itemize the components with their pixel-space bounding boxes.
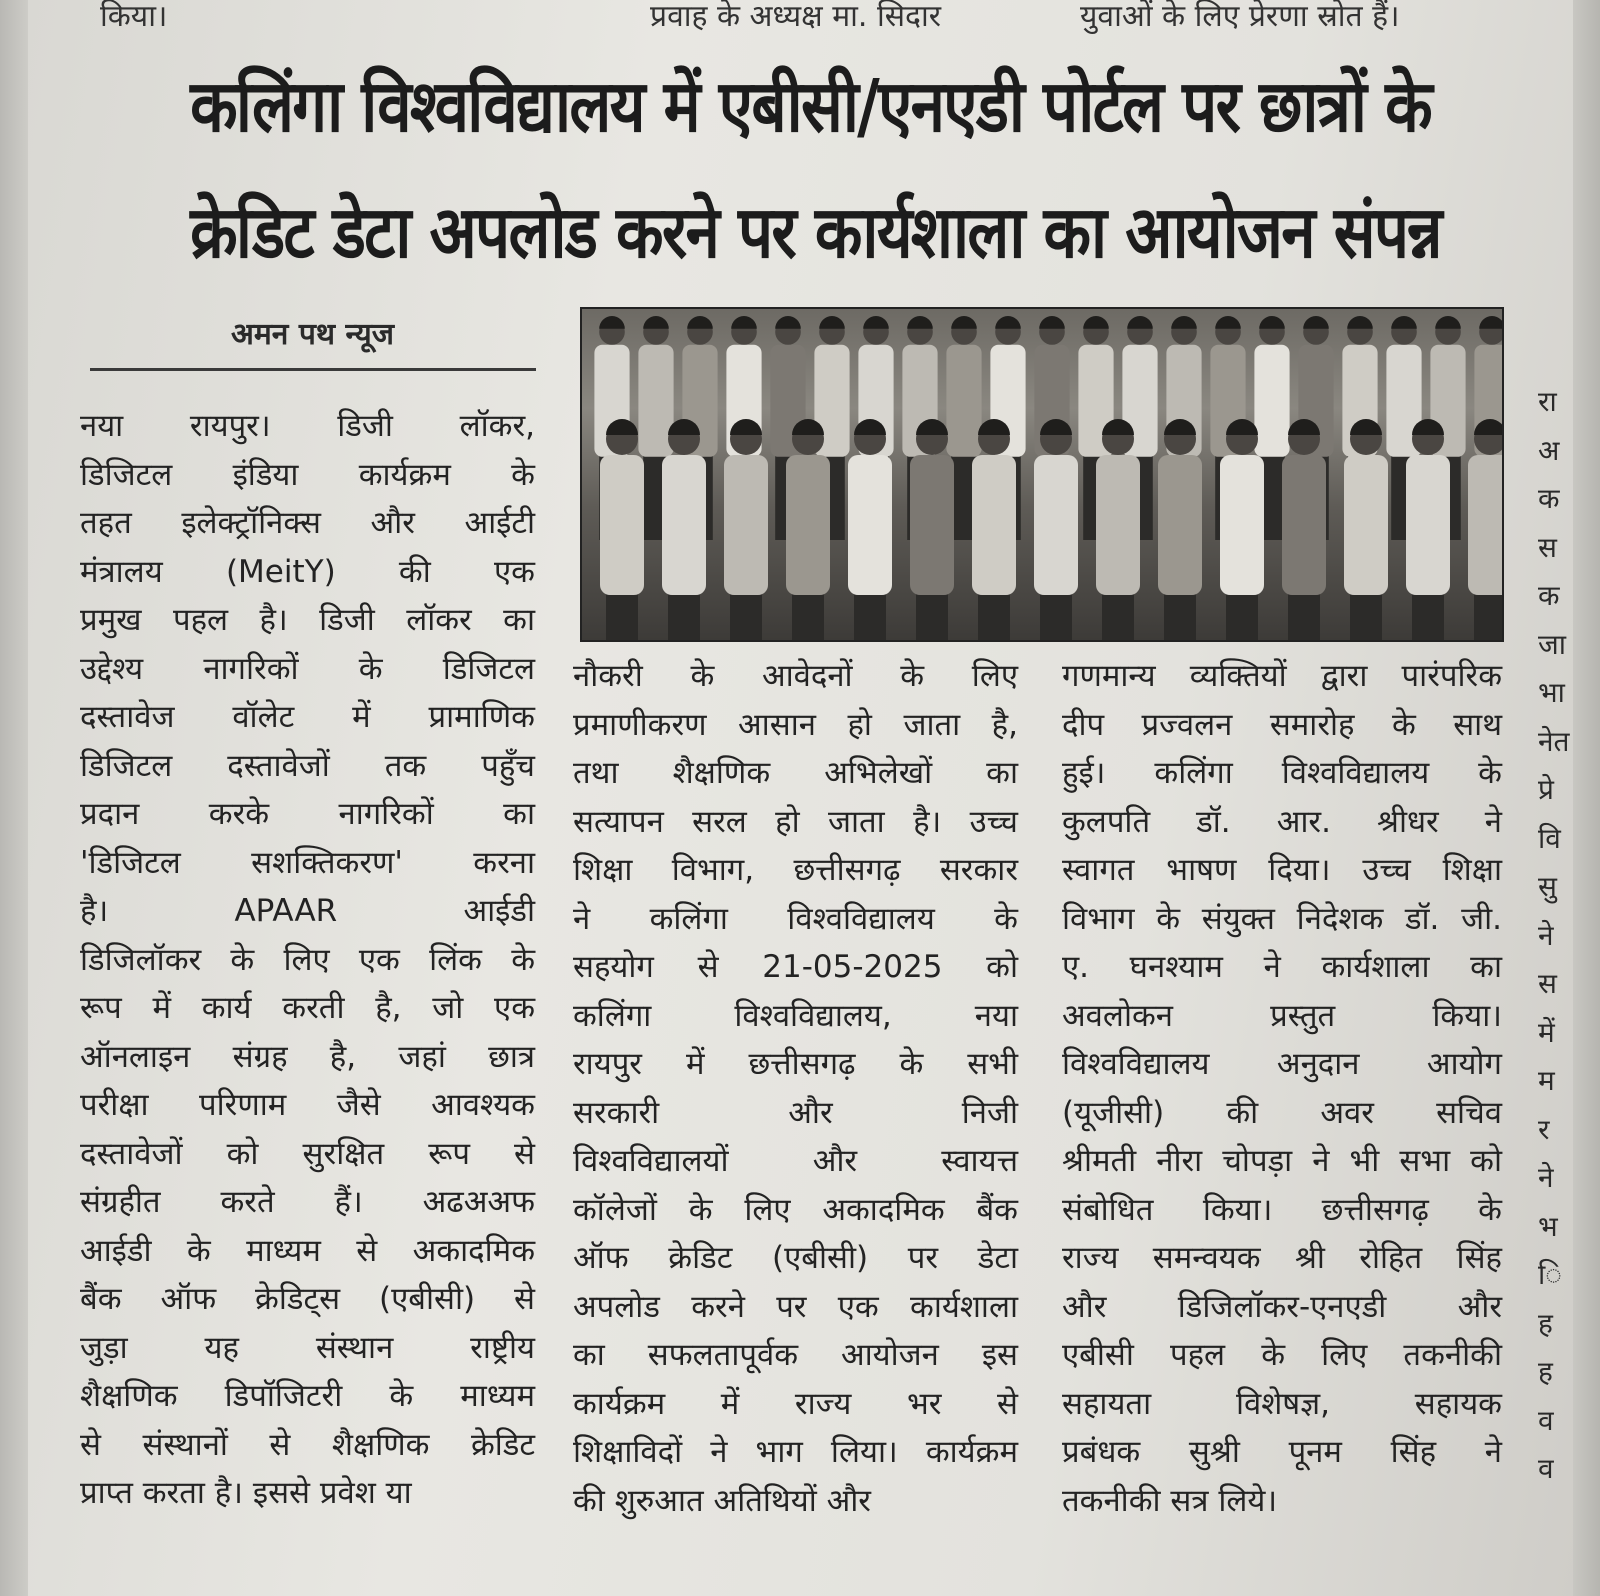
fragment-line: भा: [1538, 676, 1565, 709]
fragment-line: प्रे: [1538, 773, 1554, 806]
article-line: आईडी के माध्यम से अकादमिक: [80, 1232, 535, 1269]
article-line: 'डिजिटल सशक्तिकरण' करना: [80, 844, 535, 881]
article-line: अवलोकन प्रस्तुत किया।: [1062, 997, 1502, 1034]
article-column-3: [1062, 652, 1502, 1525]
fragment-line: म: [1538, 1064, 1555, 1097]
top-strip-left: किया।: [100, 0, 168, 34]
article-line: (यूजीसी) की अवर सचिव: [1062, 1094, 1502, 1131]
article-line: अपलोड करने पर एक कार्यशाला: [573, 1288, 1018, 1325]
article-line: शैक्षणिक डिपॉजिटरी के माध्यम: [80, 1378, 535, 1414]
fragment-line: वि: [1538, 821, 1561, 855]
article-line: डिजिटल इंडिया कार्यक्रम के: [80, 456, 535, 493]
article-line: श्रीमती नीरा चोपड़ा ने भी सभा को: [1062, 1143, 1502, 1179]
article-line: प्राप्त करता है। इससे प्रवेश या: [80, 1475, 412, 1511]
article-column-2: [573, 652, 1018, 1525]
article-line: कार्यक्रम में राज्य भर से: [573, 1385, 1018, 1422]
fragment-line: ह: [1538, 1355, 1553, 1388]
article-line: विश्वविद्यालयों और स्वायत्त: [573, 1143, 1018, 1179]
group-photo-drawing: [582, 309, 1504, 642]
group-photo: [580, 307, 1504, 642]
article-line: सहयोग से 21-05-2025 को: [573, 949, 1018, 985]
article-line: शिक्षा विभाग, छत्तीसगढ़ सरकार: [573, 852, 1018, 888]
fragment-line: सु: [1538, 870, 1557, 903]
fragment-line: क: [1538, 482, 1560, 515]
fragment-line: र: [1538, 1112, 1550, 1146]
article-line: डिजिटल दस्तावेजों तक पहुँच: [80, 747, 535, 784]
article-line: ऑफ क्रेडिट (एबीसी) पर डेटा: [573, 1240, 1018, 1276]
article-line: बैंक ऑफ क्रेडिट्स (एबीसी) से: [80, 1281, 535, 1317]
article-line: विभाग के संयुक्त निदेशक डॉ. जी.: [1062, 900, 1502, 937]
article-line: का सफलतापूर्वक आयोजन इस: [573, 1337, 1018, 1373]
top-strip-middle: प्रवाह के अध्यक्ष मा. सिदार: [650, 0, 942, 34]
article-line: सत्यापन सरल हो जाता है। उच्च: [573, 803, 1018, 840]
article-line: एबीसी पहल के लिए तकनीकी: [1062, 1337, 1502, 1373]
article-line: तथा शैक्षणिक अभिलेखों का: [573, 755, 1018, 791]
top-strip-right: युवाओं के लिए प्रेरणा स्रोत हैं।: [1080, 0, 1400, 34]
article-line: कुलपति डॉ. आर. श्रीधर ने: [1062, 803, 1502, 840]
article-line: से संस्थानों से शैक्षणिक क्रेडिट: [80, 1426, 535, 1463]
article-line: जुड़ा यह संस्थान राष्ट्रीय: [80, 1329, 535, 1366]
article-line: की शुरुआत अतिथियों और: [573, 1482, 871, 1519]
fragment-line: ह: [1538, 1306, 1553, 1340]
fragment-line: स: [1538, 530, 1557, 564]
article-line: विश्वविद्यालय अनुदान आयोग: [1062, 1046, 1502, 1082]
article-line: डिजिलॉकर के लिए एक लिंक के: [80, 941, 535, 978]
article-line: ए. घनश्याम ने कार्यशाला का: [1062, 949, 1502, 985]
article-line: परीक्षा परिणाम जैसे आवश्यक: [80, 1087, 535, 1123]
adjacent-column-fragment: [1538, 378, 1578, 1494]
article-line: और डिजिलॉकर-एनएडी और: [1062, 1288, 1502, 1325]
article-line: नया रायपुर। डिजी लॉकर,: [80, 408, 535, 444]
previous-article-strip: [80, 0, 1560, 34]
article-line: कॉलेजों के लिए अकादमिक बैंक: [573, 1191, 1018, 1228]
article-line: मंत्रालय (MeitY) की एक: [80, 553, 535, 590]
article-line: शिक्षाविदों ने भाग लिया। कार्यक्रम: [573, 1434, 1018, 1470]
fragment-line: क: [1538, 579, 1560, 612]
fragment-line: भ: [1538, 1209, 1558, 1243]
article-line: संबोधित किया। छत्तीसगढ़ के: [1062, 1191, 1502, 1228]
article-line: है। APAAR आईडी: [80, 893, 535, 929]
article-line: स्वागत भाषण दिया। उच्च शिक्षा: [1062, 852, 1502, 888]
article-line: तहत इलेक्ट्रॉनिक्स और आईटी: [80, 505, 535, 541]
article-line: कलिंगा विश्वविद्यालय, नया: [573, 997, 1018, 1034]
headline-line-2: क्रेडिट डेटा अपलोड करने पर कार्यशाला का आयोजन संपन्न: [190, 190, 1441, 274]
byline-rule: [90, 368, 536, 371]
headline-line-1: कलिंगा विश्वविद्यालय में एबीसी/एनएडी पोर्टल पर छात्रों के: [190, 64, 1431, 148]
article-line: सरकारी और निजी: [573, 1094, 1018, 1131]
article-line: दस्तावेज वॉलेट में प्रामाणिक: [80, 699, 535, 735]
fragment-line: ि: [1538, 1258, 1562, 1291]
byline: अमन पथ न्यूज: [230, 317, 395, 352]
article-line: रूप में कार्य करती है, जो एक: [80, 990, 535, 1026]
article-line: प्रबंधक सुश्री पूनम सिंह ने: [1062, 1434, 1502, 1470]
article-line: हुई। कलिंगा विश्वविद्यालय के: [1062, 755, 1502, 791]
fragment-line: स: [1538, 967, 1557, 1000]
article-line: संग्रहीत करते हैं। अढअअफ: [80, 1184, 535, 1220]
article-line: प्रदान करके नागरिकों का: [80, 796, 535, 832]
article-line: गणमान्य व्यक्तियों द्वारा पारंपरिक: [1062, 658, 1502, 694]
article-line: ऑनलाइन संग्रह है, जहां छात्र: [80, 1038, 535, 1075]
article-line: सहायता विशेषज्ञ, सहायक: [1062, 1385, 1502, 1422]
fragment-line: में: [1538, 1015, 1555, 1049]
article-line: ने कलिंगा विश्वविद्यालय के: [573, 900, 1018, 937]
fragment-line: ने: [1538, 918, 1554, 952]
fragment-line: रा: [1538, 385, 1557, 418]
person-figure: [1468, 419, 1504, 642]
fragment-line: अ: [1538, 433, 1560, 467]
fragment-line: व: [1538, 1403, 1554, 1437]
fragment-line: नेत: [1538, 724, 1570, 758]
article-column-1: [80, 402, 535, 1518]
article-line: दीप प्रज्वलन समारोह के साथ: [1062, 706, 1502, 743]
page-left-edge: [0, 0, 28, 1596]
article-line: प्रमुख पहल है। डिजी लॉकर का: [80, 602, 535, 638]
fragment-line: ने: [1538, 1161, 1554, 1194]
article-line: तकनीकी सत्र लिये।: [1062, 1482, 1278, 1519]
fragment-line: जा: [1538, 627, 1567, 661]
article-line: प्रमाणीकरण आसान हो जाता है,: [573, 706, 1018, 743]
article-line: उद्देश्य नागरिकों के डिजिटल: [80, 650, 535, 687]
article-line: रायपुर में छत्तीसगढ़ के सभी: [573, 1046, 1018, 1082]
article-line: राज्य समन्वयक श्री रोहित सिंह: [1062, 1240, 1502, 1276]
article-line: नौकरी के आवेदनों के लिए: [573, 658, 1018, 694]
fragment-line: व: [1538, 1452, 1554, 1485]
article-line: दस्तावेजों को सुरक्षित रूप से: [80, 1135, 535, 1172]
